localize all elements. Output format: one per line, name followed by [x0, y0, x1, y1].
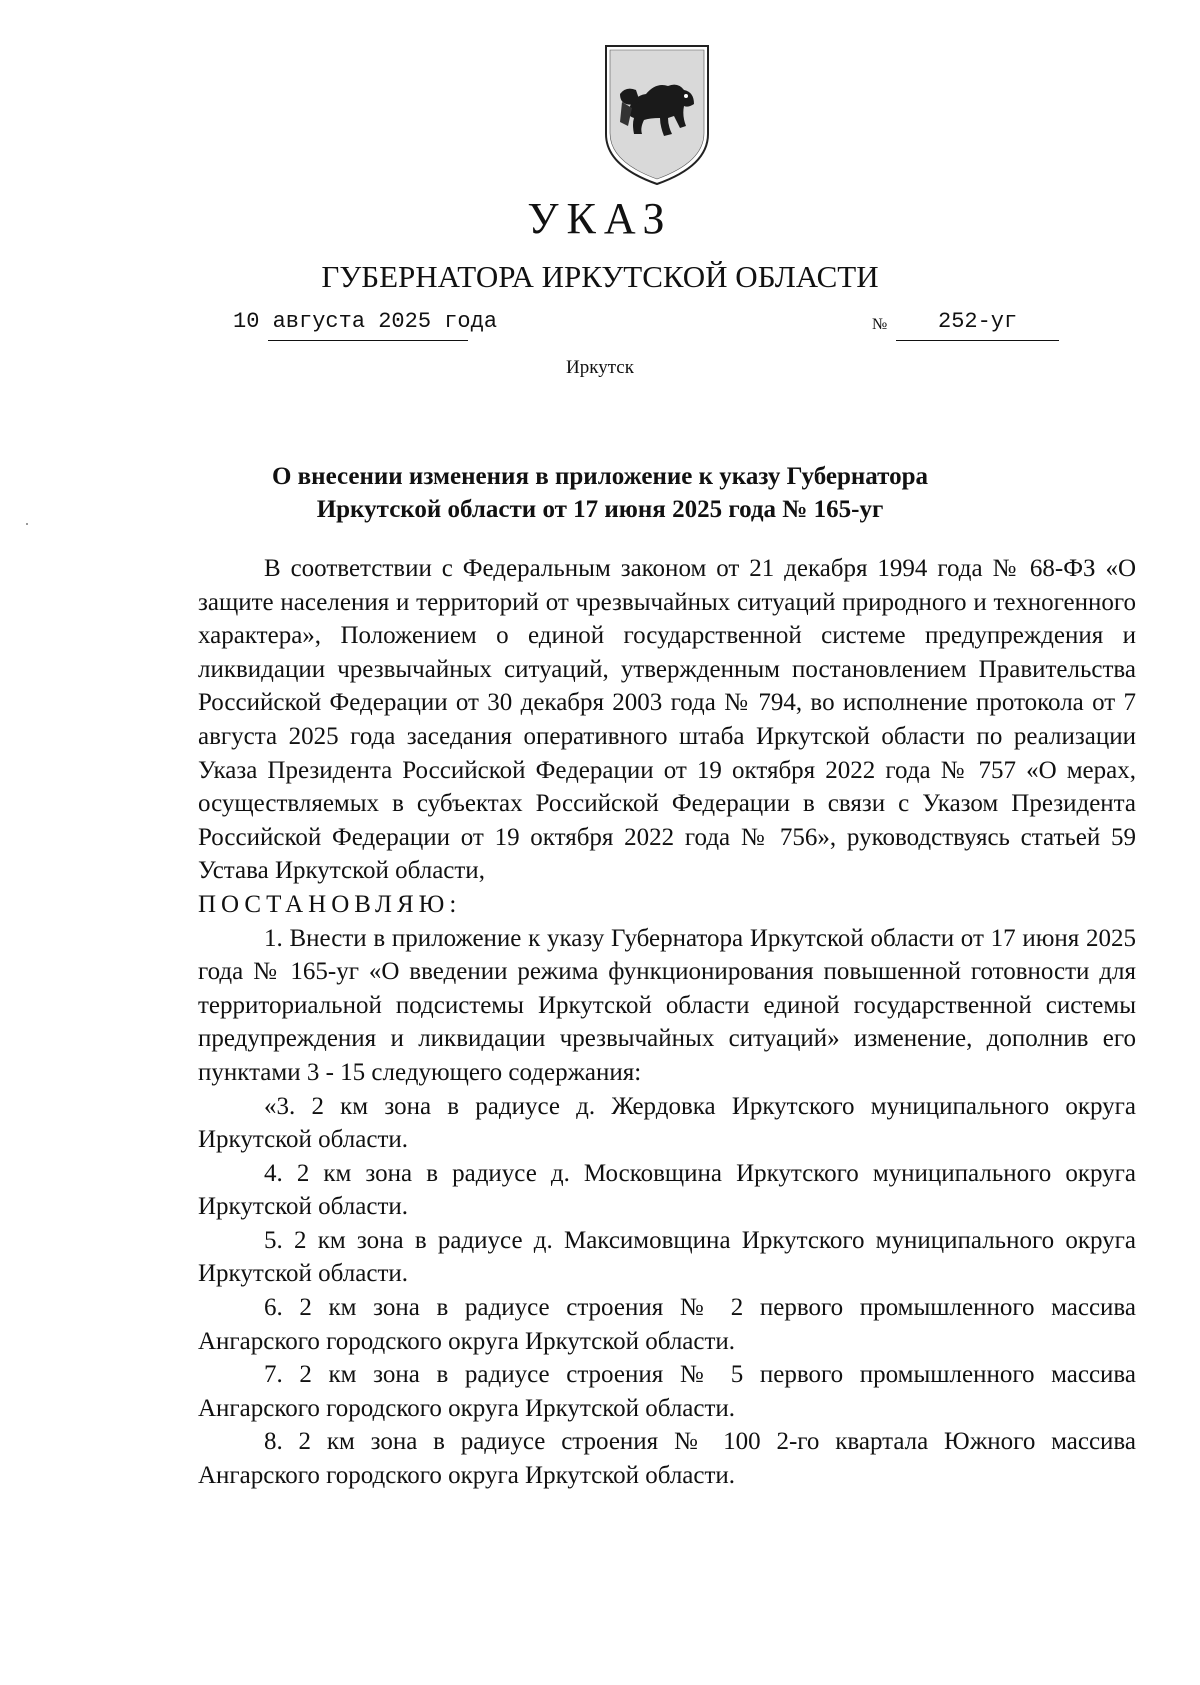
- document-body: [198, 552, 1136, 1493]
- item-paragraph: 5. 2 км зона в радиусе д. Максимовщина Иркутского муниципального округа Иркутской области.: [198, 1226, 1136, 1288]
- item-paragraph: 4. 2 км зона в радиусе д. Московщина Иркутского муниципального округа Иркутской области.: [198, 1159, 1136, 1221]
- heading-line-1: О внесении изменения в приложение к указу Губернатора: [271, 463, 929, 490]
- preamble-paragraph: В соответствии с Федеральным законом от 21 декабря 1994 года № 68-ФЗ «О защите населения и территорий от чрезвычайных ситуаций природного и техногенного характера», Положением о единой государственной системе предупреждения и ликвидации чрезвычайных ситуаций, утвержденным постановлением Правительства Российской Федерации от 30 декабря 2003 года № 794, во исполнение протокола от 7 августа 2025 года заседания оперативного штаба Иркутской области по реализации Указа Президента Российской Федерации от 19 октября 2022 года № 757 «О мерах, осуществляемых в субъектах Российской Федерации в связи с Указом Президента Российской Федерации от 19 октября 2022 года № 756», руководствуясь статьей 59 Устава Иркутской области,: [198, 555, 1136, 885]
- item-paragraph: 6. 2 км зона в радиусе строения № 2 первого промышленного массива Ангарского городского округа Иркутской области.: [198, 1294, 1136, 1355]
- scan-speck: [26, 523, 28, 525]
- item-paragraph: 1. Внести в приложение к указу Губернатора Иркутской области от 17 июня 2025 года № 165-уг «О введении режима функционирования повышенной готовности для территориальной подсистемы Иркутской области единой государственной системы предупреждения и ликвидации чрезвычайных ситуаций» изменение, дополнив его пунктами 3 - 15 следующего содержания:: [198, 924, 1136, 1086]
- document-heading: [240, 460, 960, 526]
- date-underline: [268, 340, 468, 341]
- number-label: №: [872, 316, 888, 333]
- document-title: УКАЗ: [527, 194, 673, 243]
- city-name: Иркутск: [566, 357, 634, 378]
- number-underline: [896, 340, 1059, 341]
- item-paragraph: «3. 2 км зона в радиусе д. Жердовка Иркутского муниципального округа Иркутской области.: [198, 1092, 1136, 1154]
- document-subtitle: ГУБЕРНАТОРА ИРКУТСКОЙ ОБЛАСТИ: [321, 259, 879, 294]
- item-paragraph: 7. 2 км зона в радиусе строения № 5 первого промышленного массива Ангарского городского округа Иркутской области.: [198, 1361, 1136, 1422]
- heading-line-2: Иркутской области от 17 июня 2025 года № 165-уг: [316, 496, 884, 523]
- item-paragraph: 8. 2 км зона в радиусе строения № 100 2-го квартала Южного массива Ангарского городского округа Иркутской области.: [198, 1428, 1136, 1490]
- document-number: 252-уг: [938, 309, 1018, 334]
- coat-of-arms-emblem: [598, 42, 716, 187]
- decree-word: ПОСТАНОВЛЯЮ:: [198, 890, 462, 918]
- document-date: 10 августа 2025 года: [233, 309, 498, 334]
